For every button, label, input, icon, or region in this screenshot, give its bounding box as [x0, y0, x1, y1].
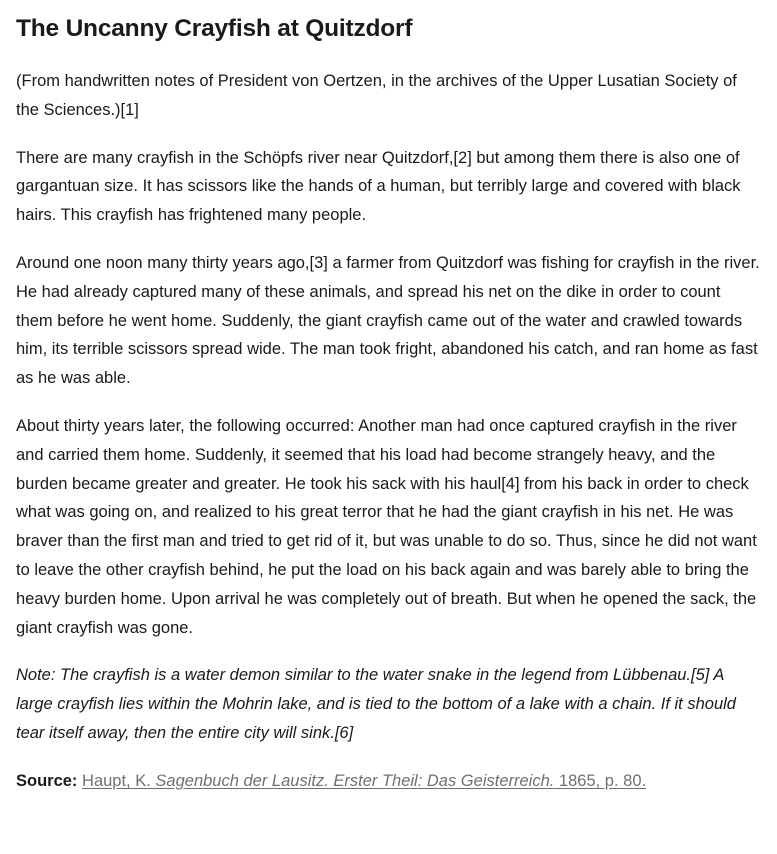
source-line [16, 767, 761, 796]
paragraph-farmer-story: Around one noon many thirty years ago,[3] a farmer from Quitzdorf was fishing for crayfish in the river. He had already captured many of these animals, and spread his net on the dike in order to count them before he went home. Suddenly, the giant crayfish came out of the water and crawled towards him, its terrible scissors spread wide. The man took fright, abandoned his catch, and ran home as fast as he was able. [16, 253, 760, 388]
note-paragraph: Note: The crayfish is a water demon similar to the water snake in the legend from Lübbenau.[5] A large crayfish lies within the Mohrin lake, and is tied to the bottom of a lake with a chain. If it should tear itself away, then the entire city will sink.[6] [16, 666, 736, 742]
paragraph-second-man-story: About thirty years later, the following occurred: Another man had once captured crayfish in the river and carried them home. Suddenly, it seemed that his load had become strangely heavy, and the burden became greater and greater. He took his sack with his haul[4] from his back in order to check what was going on, and realized to his great terror that he had the giant crayfish in his net. He was braver than the first man and tried to get rid of it, but was unable to do so. Thus, since he did not want to leave the other crayfish behind, he put the load on his back again and was barely able to bring the heavy burden home. Upon arrival he was completely out of breath. But when he opened the sack, the giant crayfish was gone. [16, 416, 757, 637]
source-details: 1865, p. 80. [554, 771, 647, 790]
source-author: Haupt, K. [82, 771, 156, 790]
source-book-title: Sagenbuch der Lausitz. Erster Theil: Das Geisterreich. [155, 771, 555, 790]
document-page [0, 14, 777, 796]
source-label: Source: [16, 771, 78, 790]
intro-paragraph: (From handwritten notes of President von Oertzen, in the archives of the Upper Lusatian Society of the Sciences.)[1] [16, 72, 737, 119]
page-title: The Uncanny Crayfish at Quitzdorf [16, 15, 413, 42]
source-link[interactable] [82, 772, 646, 790]
paragraph-schoepfs-river: There are many crayfish in the Schöpfs river near Quitzdorf,[2] but among them there is also one of gargantuan size. It has scissors like the hands of a human, but terribly large and covered with black hairs. This crayfish has frightened many people. [16, 148, 741, 225]
